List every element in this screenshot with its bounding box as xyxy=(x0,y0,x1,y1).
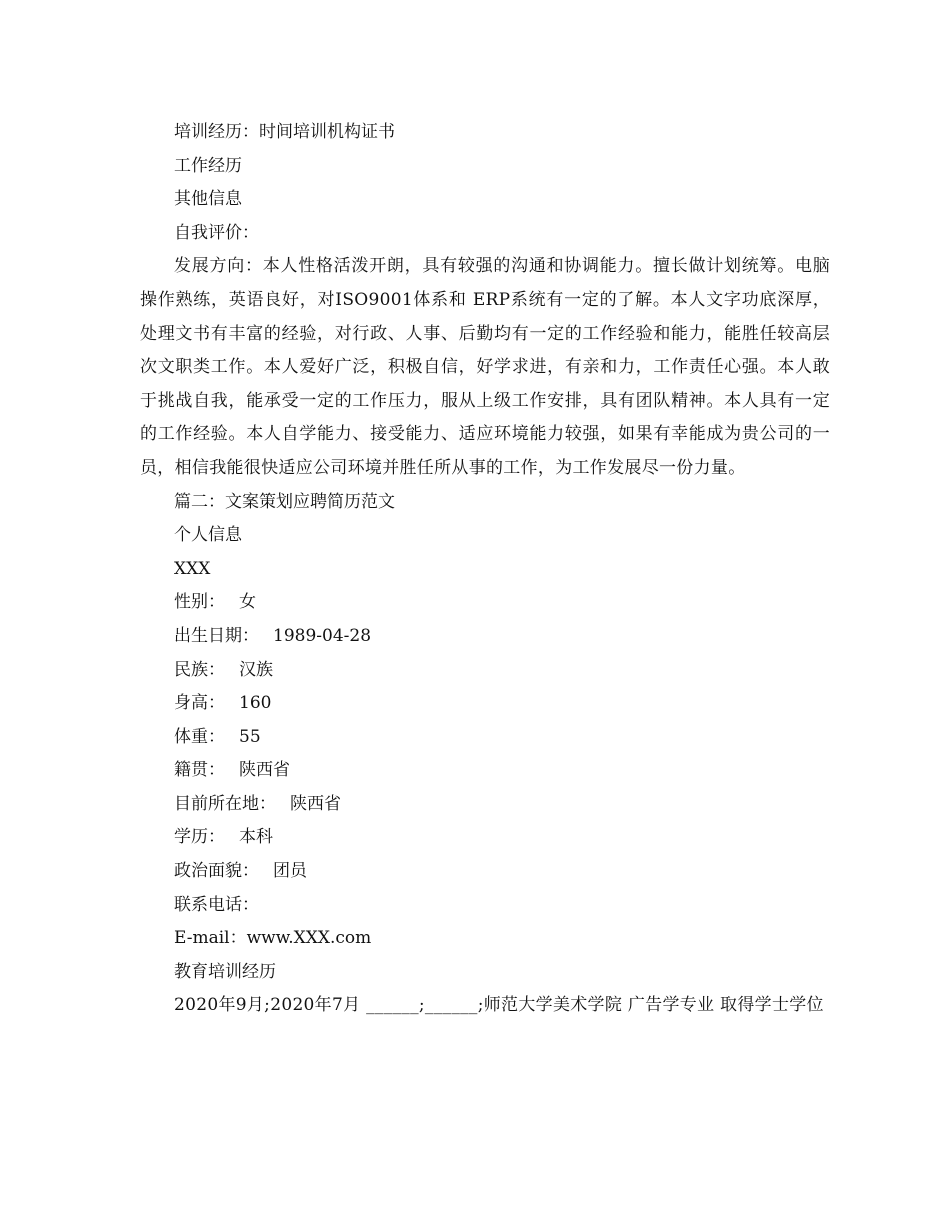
field-political-status xyxy=(140,855,830,889)
field-value: 陕西省 xyxy=(239,760,290,781)
field-label: 民族： xyxy=(174,659,225,680)
field-height xyxy=(140,687,830,721)
field-education xyxy=(140,821,830,855)
field-label: 性别： xyxy=(174,592,225,613)
field-phone xyxy=(140,889,830,923)
field-value: 陕西省 xyxy=(290,793,341,814)
field-value: 女 xyxy=(239,592,256,613)
education-heading: 教育培训经历 xyxy=(174,961,276,982)
field-value: 55 xyxy=(239,726,261,747)
training-history-line: 培训经历：时间培训机构证书 xyxy=(174,122,395,142)
field-value: 160 xyxy=(239,693,272,714)
field-weight xyxy=(140,721,830,755)
field-label: 学历： xyxy=(174,827,225,848)
field-value: 汉族 xyxy=(239,659,273,680)
field-value: 1989-04-28 xyxy=(273,625,372,646)
field-value: www.XXX.com xyxy=(246,928,372,949)
field-birth-date xyxy=(140,620,830,654)
field-value: 团员 xyxy=(273,861,307,882)
work-history-heading: 工作经历 xyxy=(174,155,242,176)
personal-info-heading: 个人信息 xyxy=(174,525,242,546)
field-label: 目前所在地： xyxy=(174,793,276,814)
field-label: 体重： xyxy=(174,726,225,747)
field-label: 联系电话： xyxy=(174,894,259,915)
other-info-heading: 其他信息 xyxy=(174,189,242,210)
field-gender xyxy=(140,586,830,620)
field-value: 本科 xyxy=(239,827,273,848)
field-email xyxy=(140,922,830,956)
field-label: E-mail： xyxy=(174,928,247,949)
development-paragraph: 发展方向：本人性格活泼开朗，具有较强的沟通和协调能力。擅长做计划统筹。电脑操作熟练，英语良好，对ISO9001体系和 ERP系统有一定的了解。本人文字功底深厚，处理文书有丰富的经验，对行政、人事、后勤均有一定的工作经验和能力，能胜任较高层次文职类工作。本人爱好广泛，积极自信，好学求进，有亲和力，工作责任心强。本人敢于挑战自我，能承受一定的工作压力，服从上级工作安排，具有团队精神。本人具有一定的工作经验。本人自学能力、接受能力、适应环境能力较强，如果有幸能成为贵公司的一员，相信我能很快适应公司环境并胜任所从事的工作，为工作发展尽一份力量。 xyxy=(140,256,830,478)
document-body xyxy=(140,116,830,1023)
field-label: 籍贯： xyxy=(174,760,225,781)
field-ethnicity xyxy=(140,654,830,688)
field-native-place xyxy=(140,754,830,788)
education-paragraph: 2020年9月;2020年7月 ______;______;师范大学美术学院 广告学专业 取得学士学位 xyxy=(174,995,824,1016)
field-label: 出生日期： xyxy=(174,625,259,646)
field-label: 政治面貌： xyxy=(174,861,259,882)
article-two-title: 篇二：文案策划应聘简历范文 xyxy=(174,491,395,512)
field-label: 身高： xyxy=(174,693,225,714)
self-evaluation-heading: 自我评价： xyxy=(174,222,259,243)
applicant-name: XXX xyxy=(174,558,211,579)
field-current-location xyxy=(140,788,830,822)
